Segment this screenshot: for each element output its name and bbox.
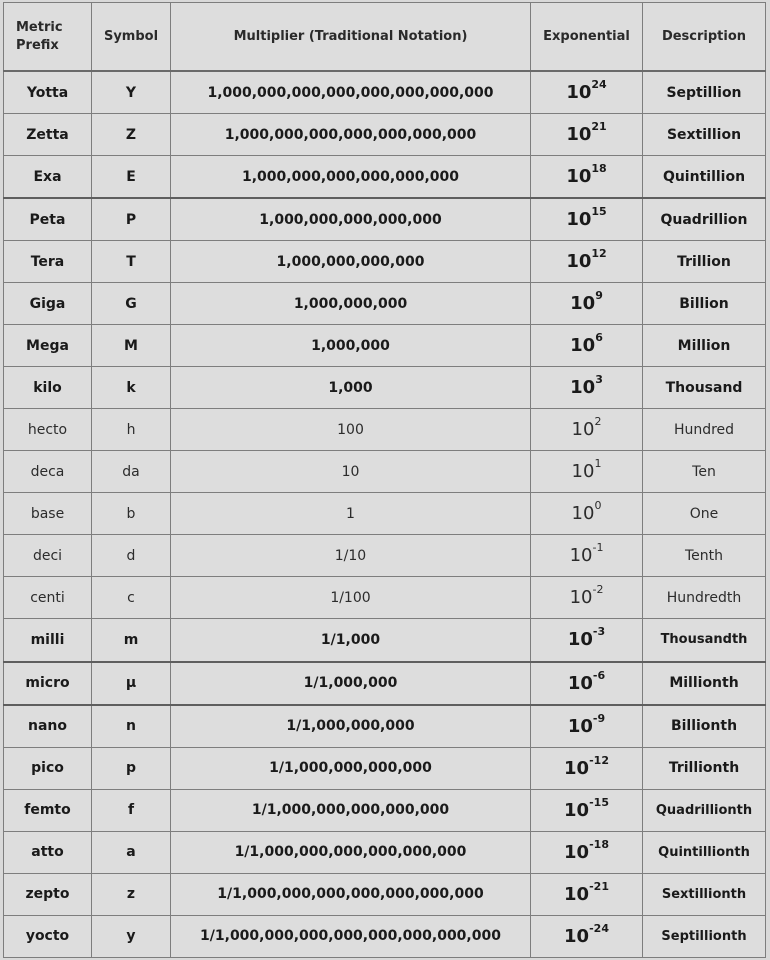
cell-prefix: zepto [4, 873, 92, 915]
cell-symbol: T [92, 241, 171, 283]
cell-exponential [531, 325, 643, 367]
cell-symbol: c [92, 577, 171, 619]
cell-exponential [531, 662, 643, 705]
exponent-base: 10 [569, 587, 593, 609]
exponent-power: -3 [592, 625, 606, 639]
cell-prefix: Mega [4, 325, 92, 367]
cell-prefix: deca [4, 451, 92, 493]
cell-exponential [531, 705, 643, 748]
table-row [4, 451, 766, 493]
cell-exponential [531, 198, 643, 241]
cell-description: Thousandth [643, 619, 766, 662]
header-exponential: Exponential [531, 3, 643, 72]
cell-description: Quintillion [643, 156, 766, 199]
cell-description: Quadrillion [643, 198, 766, 241]
cell-prefix: centi [4, 577, 92, 619]
cell-prefix: yocto [4, 915, 92, 957]
table-row [4, 831, 766, 873]
exponent-base: 10 [567, 672, 593, 694]
exponent-base: 10 [570, 377, 596, 399]
exponent-power: 1 [594, 457, 602, 471]
cell-description: Billionth [643, 705, 766, 748]
cell-symbol: y [92, 915, 171, 957]
cell-multiplier: 1 [171, 493, 531, 535]
cell-exponential [531, 114, 643, 156]
cell-multiplier: 1/10 [171, 535, 531, 577]
cell-multiplier: 1,000 [171, 367, 531, 409]
table-row [4, 114, 766, 156]
cell-symbol: µ [92, 662, 171, 705]
exponent-power: -15 [589, 795, 609, 809]
table-row [4, 747, 766, 789]
cell-prefix: femto [4, 789, 92, 831]
exponent-power: 18 [591, 162, 607, 176]
cell-description: One [643, 493, 766, 535]
exponent-base: 10 [566, 251, 592, 273]
cell-exponential [531, 409, 643, 451]
cell-description: Quadrillionth [643, 789, 766, 831]
cell-exponential [531, 831, 643, 873]
cell-multiplier: 10 [171, 451, 531, 493]
cell-symbol: da [92, 451, 171, 493]
table-row [4, 156, 766, 199]
table-row [4, 283, 766, 325]
cell-description: Trillionth [643, 747, 766, 789]
exponent-power: -12 [589, 753, 609, 767]
cell-exponential [531, 71, 643, 114]
cell-description: Septillion [643, 71, 766, 114]
cell-multiplier: 1/1,000,000,000,000,000,000,000,000 [171, 915, 531, 957]
exponent-power: -21 [589, 879, 609, 893]
exponent-base: 10 [564, 757, 590, 779]
exponent-base: 10 [569, 545, 593, 567]
cell-symbol: a [92, 831, 171, 873]
metric-prefix-table [3, 2, 766, 958]
exponent-base: 10 [571, 503, 595, 525]
cell-description: Quintillionth [643, 831, 766, 873]
cell-description: Trillion [643, 241, 766, 283]
table-row [4, 873, 766, 915]
exponent-base: 10 [570, 335, 596, 357]
cell-multiplier: 1,000,000,000 [171, 283, 531, 325]
cell-description: Ten [643, 451, 766, 493]
cell-multiplier: 1/1,000,000,000,000 [171, 747, 531, 789]
cell-multiplier: 1/1,000 [171, 619, 531, 662]
exponent-base: 10 [566, 82, 592, 104]
table-row [4, 325, 766, 367]
cell-exponential [531, 451, 643, 493]
cell-exponential [531, 789, 643, 831]
exponent-power: 2 [594, 415, 602, 429]
exponent-power: 21 [591, 120, 607, 134]
cell-symbol: k [92, 367, 171, 409]
table-row [4, 241, 766, 283]
cell-exponential [531, 577, 643, 619]
cell-multiplier: 1,000,000,000,000,000 [171, 198, 531, 241]
table-row [4, 367, 766, 409]
exponent-power: -9 [592, 711, 606, 725]
cell-multiplier: 1/1,000,000,000,000,000,000 [171, 831, 531, 873]
table-body [4, 71, 766, 958]
cell-multiplier: 1/100 [171, 577, 531, 619]
cell-multiplier: 1/1,000,000,000,000,000 [171, 789, 531, 831]
header-description: Description [643, 3, 766, 72]
table-row [4, 493, 766, 535]
exponent-power: 24 [591, 78, 607, 92]
cell-prefix: Zetta [4, 114, 92, 156]
table-row [4, 789, 766, 831]
table-row [4, 577, 766, 619]
cell-description: Tenth [643, 535, 766, 577]
cell-description: Septillionth [643, 915, 766, 957]
cell-prefix: Exa [4, 156, 92, 199]
cell-prefix: milli [4, 619, 92, 662]
cell-prefix: pico [4, 747, 92, 789]
table-row [4, 915, 766, 957]
cell-multiplier: 1,000,000,000,000,000,000 [171, 156, 531, 199]
exponent-power: 3 [595, 373, 603, 387]
header-symbol: Symbol [92, 3, 171, 72]
exponent-power: 0 [594, 499, 602, 513]
cell-multiplier: 1/1,000,000 [171, 662, 531, 705]
cell-symbol: m [92, 619, 171, 662]
table-row [4, 409, 766, 451]
table-row [4, 662, 766, 705]
cell-symbol: p [92, 747, 171, 789]
table-row [4, 198, 766, 241]
cell-description: Million [643, 325, 766, 367]
cell-exponential [531, 283, 643, 325]
cell-symbol: n [92, 705, 171, 748]
cell-description: Sextillion [643, 114, 766, 156]
cell-exponential [531, 619, 643, 662]
exponent-base: 10 [567, 629, 593, 651]
cell-symbol: Z [92, 114, 171, 156]
cell-symbol: h [92, 409, 171, 451]
cell-description: Hundred [643, 409, 766, 451]
cell-prefix: Giga [4, 283, 92, 325]
cell-prefix: Peta [4, 198, 92, 241]
exponent-power: 6 [595, 331, 603, 345]
cell-multiplier: 1,000,000,000,000 [171, 241, 531, 283]
header-row [4, 3, 766, 72]
cell-exponential [531, 873, 643, 915]
table-row [4, 619, 766, 662]
cell-exponential [531, 747, 643, 789]
cell-description: Thousand [643, 367, 766, 409]
table-row [4, 705, 766, 748]
exponent-base: 10 [564, 883, 590, 905]
cell-multiplier: 1,000,000 [171, 325, 531, 367]
cell-symbol: Y [92, 71, 171, 114]
cell-prefix: Yotta [4, 71, 92, 114]
exponent-power: -24 [589, 921, 609, 935]
cell-prefix: base [4, 493, 92, 535]
cell-description: Hundredth [643, 577, 766, 619]
cell-prefix: kilo [4, 367, 92, 409]
cell-prefix: Tera [4, 241, 92, 283]
cell-multiplier: 1,000,000,000,000,000,000,000 [171, 114, 531, 156]
exponent-power: 15 [591, 205, 607, 219]
exponent-base: 10 [570, 293, 596, 315]
exponent-base: 10 [566, 209, 592, 231]
exponent-power: 9 [595, 289, 603, 303]
exponent-power: 12 [591, 247, 607, 261]
exponent-base: 10 [571, 419, 595, 441]
cell-symbol: E [92, 156, 171, 199]
cell-exponential [531, 156, 643, 199]
cell-symbol: f [92, 789, 171, 831]
cell-exponential [531, 915, 643, 957]
cell-prefix: micro [4, 662, 92, 705]
cell-symbol: z [92, 873, 171, 915]
cell-prefix: deci [4, 535, 92, 577]
cell-prefix: hecto [4, 409, 92, 451]
cell-description: Sextillionth [643, 873, 766, 915]
table-row [4, 535, 766, 577]
header-multiplier: Multiplier (Traditional Notation) [171, 3, 531, 72]
cell-symbol: b [92, 493, 171, 535]
cell-description: Billion [643, 283, 766, 325]
cell-symbol: d [92, 535, 171, 577]
cell-prefix: nano [4, 705, 92, 748]
exponent-base: 10 [571, 461, 595, 483]
cell-multiplier: 1,000,000,000,000,000,000,000,000 [171, 71, 531, 114]
cell-multiplier: 1/1,000,000,000 [171, 705, 531, 748]
exponent-base: 10 [567, 715, 593, 737]
cell-description: Millionth [643, 662, 766, 705]
cell-exponential [531, 241, 643, 283]
exponent-power: -2 [592, 583, 604, 597]
cell-symbol: P [92, 198, 171, 241]
cell-symbol: G [92, 283, 171, 325]
exponent-base: 10 [564, 799, 590, 821]
exponent-power: -18 [589, 837, 609, 851]
cell-exponential [531, 493, 643, 535]
cell-symbol: M [92, 325, 171, 367]
exponent-power: -6 [592, 668, 606, 682]
exponent-base: 10 [564, 925, 590, 947]
exponent-power: -1 [592, 541, 604, 555]
header-metric-prefix: Metric Prefix [4, 3, 92, 72]
cell-multiplier: 100 [171, 409, 531, 451]
cell-prefix: atto [4, 831, 92, 873]
cell-exponential [531, 367, 643, 409]
exponent-base: 10 [564, 841, 590, 863]
cell-exponential [531, 535, 643, 577]
exponent-base: 10 [566, 166, 592, 188]
table-row [4, 71, 766, 114]
cell-multiplier: 1/1,000,000,000,000,000,000,000 [171, 873, 531, 915]
exponent-base: 10 [566, 124, 592, 146]
